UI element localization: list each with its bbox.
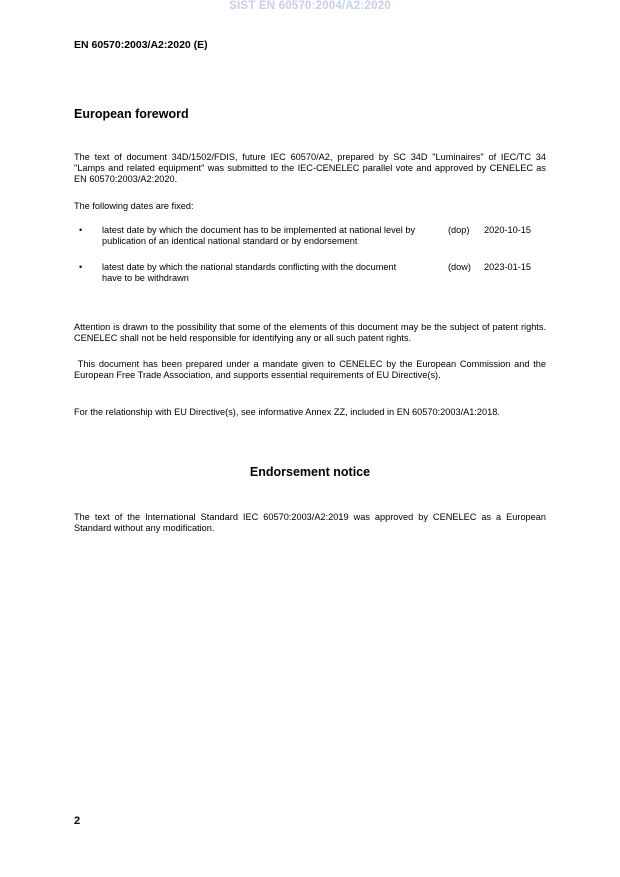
mandate-paragraph: This document has been prepared under a mandate given to CENELEC by the European Commission and the European Free Trade Association, and supports essential requirements of EU Directive(s).: [74, 359, 549, 380]
date-item-dow: [74, 262, 546, 286]
endorsement-notice-title: Endorsement notice: [249, 465, 371, 479]
european-foreword-title: European foreword: [74, 107, 189, 121]
page-number: 2: [74, 815, 81, 827]
date-item-date: 2023-01-15: [484, 262, 531, 272]
date-item-text: latest date by which the national standards conflicting with the document have to be withdrawn: [102, 262, 397, 283]
date-item-text: latest date by which the document has to be implemented at national level by publication of an identical national standard or by endorsement: [102, 225, 416, 246]
relationship-paragraph: For the relationship with EU Directive(s), see informative Annex ZZ, included in EN 60570:2003/A1:2018.: [74, 407, 500, 417]
watermark: SIST EN 60570:2004/A2:2020: [229, 0, 391, 12]
date-item-date: 2020-10-15: [484, 225, 531, 235]
dates-intro-paragraph: The following dates are fixed:: [74, 201, 194, 211]
endorsement-paragraph: The text of the International Standard IEC 60570:2003/A2:2019 was approved by CENELEC as a European Standard without any modification.: [74, 512, 546, 533]
date-item-dop: [74, 225, 546, 249]
date-item-code: (dow): [448, 262, 471, 272]
bullet-icon: •: [79, 225, 83, 235]
foreword-intro-paragraph: The text of document 34D/1502/FDIS, future IEC 60570/A2, prepared by SC 34D "Luminaires" of IEC/TC 34 "Lamps and related equipment" was submitted to the IEC-CENELEC parallel vote and approved by CENELEC as EN 60570:2003/A2:2020.: [74, 152, 546, 184]
patent-notice-paragraph: Attention is drawn to the possibility that some of the elements of this document may be the subject of patent rights. CENELEC shall not be held responsible for identifying any or all such patent rights.: [74, 322, 546, 343]
date-item-code: (dop): [448, 225, 470, 235]
bullet-icon: •: [79, 262, 83, 272]
document-id-header: EN 60570:2003/A2:2020 (E): [74, 39, 208, 51]
